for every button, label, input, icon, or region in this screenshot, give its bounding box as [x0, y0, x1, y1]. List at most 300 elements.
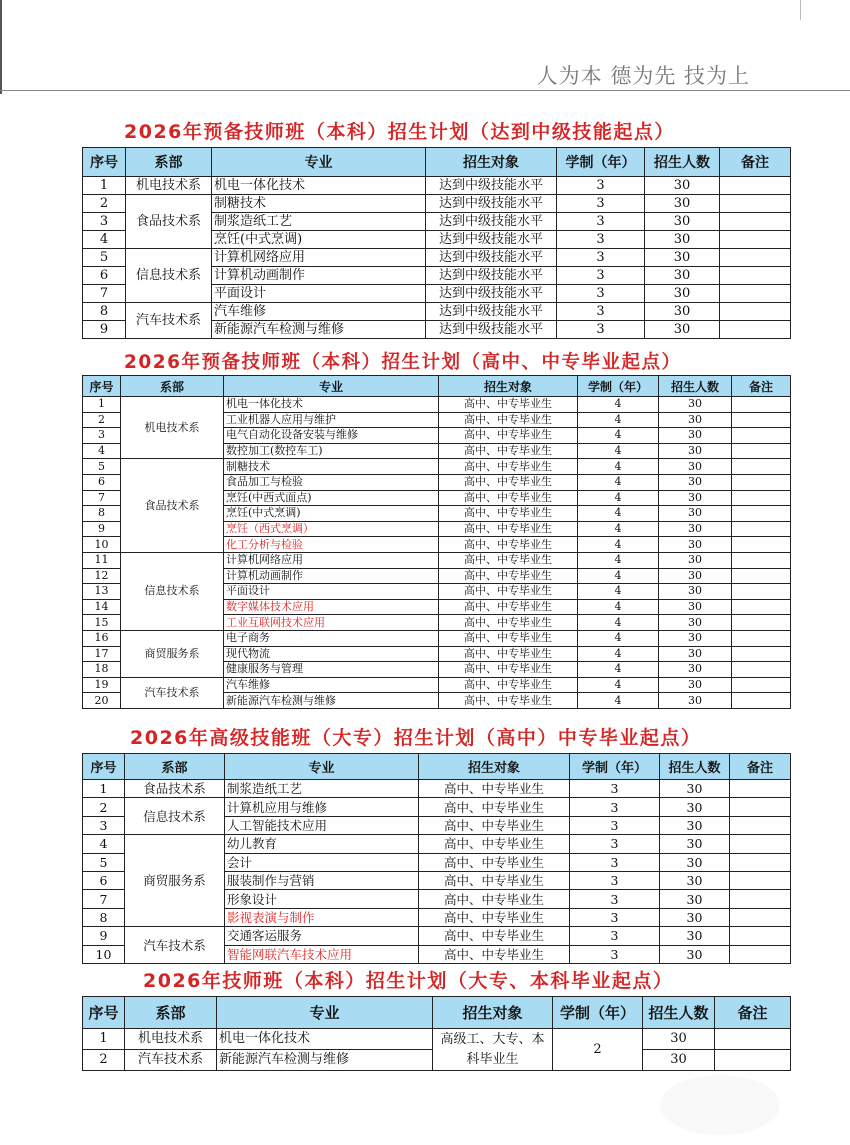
row-note [732, 568, 791, 584]
row-no: 17 [83, 646, 121, 662]
row-major: 烹饪(中式烹调) [212, 231, 426, 249]
enrollment-table-2 [82, 375, 791, 709]
row-target: 高中、中专毕业生 [439, 615, 578, 631]
row-count: 30 [660, 853, 730, 871]
row-major: 新能源汽车检测与维修 [217, 1050, 433, 1071]
row-major: 平面设计 [212, 285, 426, 303]
row-major: 制糖技术 [224, 459, 439, 475]
row-years: 4 [578, 552, 659, 568]
row-no: 1 [83, 397, 121, 413]
row-major: 计算机动画制作 [212, 267, 426, 285]
row-target: 高级工、大专、本科毕业生 [433, 1029, 553, 1071]
row-target: 高中、中专毕业生 [419, 853, 570, 871]
row-no: 3 [83, 816, 125, 834]
row-count: 30 [645, 195, 720, 213]
row-no: 8 [83, 908, 125, 926]
row-target: 达到中级技能水平 [426, 213, 557, 231]
row-no: 13 [83, 584, 121, 600]
col-header-no: 序号 [83, 997, 125, 1029]
row-count: 30 [660, 945, 730, 963]
row-dept: 商贸服务系 [125, 835, 225, 927]
row-years: 3 [557, 213, 645, 231]
row-years: 3 [570, 871, 660, 889]
row-count: 30 [645, 303, 720, 321]
row-no: 14 [83, 599, 121, 615]
row-major: 智能网联汽车技术应用 [225, 945, 419, 963]
row-note [730, 798, 791, 816]
row-count: 30 [659, 693, 732, 709]
header-rule-right [800, 0, 801, 20]
row-major: 化工分析与检验 [224, 537, 439, 553]
row-note [720, 231, 791, 249]
row-no: 18 [83, 662, 121, 678]
row-note [732, 646, 791, 662]
row-note [720, 267, 791, 285]
row-target: 高中、中专毕业生 [439, 443, 578, 459]
row-count: 30 [660, 816, 730, 834]
row-years: 4 [578, 490, 659, 506]
row-count: 30 [659, 412, 732, 428]
row-major: 制糖技术 [212, 195, 426, 213]
row-major: 机电一体化技术 [224, 397, 439, 413]
row-no: 2 [83, 412, 121, 428]
row-target: 达到中级技能水平 [426, 249, 557, 267]
section-title-2: 2026年预备技师班（本科）招生计划（高中、中专毕业起点） [124, 352, 682, 373]
table-row [83, 459, 791, 475]
row-count: 30 [659, 490, 732, 506]
row-target: 高中、中专毕业生 [439, 630, 578, 646]
row-count: 30 [659, 428, 732, 444]
row-note [732, 459, 791, 475]
row-dept: 商贸服务系 [121, 630, 224, 677]
row-count: 30 [660, 890, 730, 908]
row-years: 3 [557, 321, 645, 339]
row-note [732, 677, 791, 693]
table-header-row [83, 754, 791, 780]
row-major: 计算机网络应用 [212, 249, 426, 267]
row-major: 平面设计 [224, 584, 439, 600]
row-dept: 食品技术系 [125, 780, 225, 798]
row-no: 4 [83, 231, 126, 249]
row-note [732, 615, 791, 631]
row-major: 形象设计 [225, 890, 419, 908]
col-header-years: 学制（年） [570, 754, 660, 780]
row-major: 健康服务与管理 [224, 662, 439, 678]
row-years: 4 [578, 568, 659, 584]
row-note [732, 474, 791, 490]
row-target: 高中、中专毕业生 [439, 662, 578, 678]
row-no: 5 [83, 459, 121, 475]
row-note [732, 490, 791, 506]
row-years: 4 [578, 662, 659, 678]
watermark-seal [660, 1075, 780, 1135]
row-dept: 汽车技术系 [121, 677, 224, 708]
row-major: 烹饪（西式烹调） [224, 521, 439, 537]
row-count: 30 [659, 443, 732, 459]
col-header-years: 学制（年） [557, 148, 645, 177]
table-row [83, 798, 791, 816]
row-no: 10 [83, 537, 121, 553]
row-no: 11 [83, 552, 121, 568]
row-target: 高中、中专毕业生 [419, 816, 570, 834]
table-row [83, 780, 791, 798]
row-years: 3 [570, 908, 660, 926]
row-note [715, 1050, 791, 1071]
row-no: 2 [83, 1050, 125, 1071]
row-no: 9 [83, 521, 121, 537]
row-note [730, 835, 791, 853]
row-major: 数控加工(数控车工) [224, 443, 439, 459]
row-years: 3 [557, 285, 645, 303]
row-no: 16 [83, 630, 121, 646]
col-header-note: 备注 [730, 754, 791, 780]
row-target: 高中、中专毕业生 [419, 835, 570, 853]
col-header-count: 招生人数 [659, 376, 732, 397]
row-major: 人工智能技术应用 [225, 816, 419, 834]
col-header-years: 学制（年） [553, 997, 643, 1029]
header-rule-left [0, 0, 2, 94]
row-target: 高中、中专毕业生 [439, 397, 578, 413]
row-no: 7 [83, 490, 121, 506]
row-dept: 信息技术系 [121, 552, 224, 630]
row-count: 30 [645, 249, 720, 267]
row-note [730, 816, 791, 834]
row-count: 30 [645, 177, 720, 195]
row-no: 3 [83, 213, 126, 231]
row-note [732, 428, 791, 444]
row-no: 9 [83, 927, 125, 945]
row-count: 30 [659, 521, 732, 537]
col-header-target: 招生对象 [439, 376, 578, 397]
row-count: 30 [660, 798, 730, 816]
table-row [83, 927, 791, 945]
row-major: 计算机应用与维修 [225, 798, 419, 816]
row-years: 4 [578, 506, 659, 522]
row-count: 30 [643, 1029, 715, 1050]
col-header-dept: 系部 [126, 148, 212, 177]
row-note [732, 584, 791, 600]
row-no: 8 [83, 303, 126, 321]
row-years: 3 [570, 945, 660, 963]
row-target: 高中、中专毕业生 [439, 693, 578, 709]
row-note [730, 853, 791, 871]
table-row [83, 677, 791, 693]
row-dept: 机电技术系 [121, 397, 224, 459]
row-years: 4 [578, 443, 659, 459]
row-no: 4 [83, 443, 121, 459]
row-target: 高中、中专毕业生 [439, 552, 578, 568]
row-target: 高中、中专毕业生 [439, 490, 578, 506]
row-note [730, 890, 791, 908]
row-count: 30 [659, 662, 732, 678]
enrollment-table-1 [82, 147, 791, 339]
row-years: 4 [578, 537, 659, 553]
row-dept: 食品技术系 [121, 459, 224, 553]
row-years: 3 [570, 798, 660, 816]
row-major: 烹饪(中式烹调) [224, 506, 439, 522]
col-header-no: 序号 [83, 376, 121, 397]
row-no: 6 [83, 474, 121, 490]
row-count: 30 [645, 213, 720, 231]
row-note [730, 908, 791, 926]
row-no: 10 [83, 945, 125, 963]
row-years: 4 [578, 584, 659, 600]
row-years: 3 [557, 195, 645, 213]
row-note [730, 927, 791, 945]
row-dept: 机电技术系 [125, 1029, 217, 1050]
row-no: 1 [83, 177, 126, 195]
row-years: 4 [578, 474, 659, 490]
row-note [732, 662, 791, 678]
row-no: 6 [83, 267, 126, 285]
row-note [732, 537, 791, 553]
row-no: 20 [83, 693, 121, 709]
row-note [730, 871, 791, 889]
row-count: 30 [659, 397, 732, 413]
row-major: 会计 [225, 853, 419, 871]
row-target: 高中、中专毕业生 [439, 599, 578, 615]
row-major: 制浆造纸工艺 [212, 213, 426, 231]
school-slogan: 人为本 德为先 技为上 [536, 64, 750, 88]
row-note [730, 780, 791, 798]
row-target: 高中、中专毕业生 [439, 677, 578, 693]
row-no: 19 [83, 677, 121, 693]
row-count: 30 [659, 677, 732, 693]
row-years: 3 [570, 890, 660, 908]
row-target: 高中、中专毕业生 [439, 568, 578, 584]
row-years: 3 [570, 927, 660, 945]
row-count: 30 [659, 615, 732, 631]
row-major: 机电一体化技术 [217, 1029, 433, 1050]
row-major: 计算机动画制作 [224, 568, 439, 584]
row-target: 高中、中专毕业生 [419, 945, 570, 963]
row-note [730, 945, 791, 963]
row-count: 30 [659, 584, 732, 600]
row-count: 30 [645, 285, 720, 303]
row-no: 2 [83, 798, 125, 816]
row-years: 4 [578, 693, 659, 709]
row-no: 3 [83, 428, 121, 444]
row-years: 4 [578, 615, 659, 631]
row-count: 30 [659, 646, 732, 662]
row-major: 新能源汽车检测与维修 [212, 321, 426, 339]
col-header-years: 学制（年） [578, 376, 659, 397]
row-note [732, 599, 791, 615]
row-target: 高中、中专毕业生 [419, 798, 570, 816]
col-header-major: 专业 [224, 376, 439, 397]
col-header-major: 专业 [212, 148, 426, 177]
table-header-row [83, 997, 791, 1029]
table-row [83, 835, 791, 853]
row-note [720, 321, 791, 339]
row-years: 3 [557, 231, 645, 249]
row-no: 5 [83, 853, 125, 871]
row-years: 4 [578, 599, 659, 615]
row-no: 6 [83, 871, 125, 889]
header-rule-bottom [0, 90, 850, 91]
row-major: 计算机网络应用 [224, 552, 439, 568]
row-major: 数字媒体技术应用 [224, 599, 439, 615]
row-years: 3 [570, 816, 660, 834]
row-target: 高中、中专毕业生 [439, 506, 578, 522]
row-years: 4 [578, 677, 659, 693]
row-count: 30 [659, 537, 732, 553]
row-major: 工业互联网技术应用 [224, 615, 439, 631]
row-target: 达到中级技能水平 [426, 177, 557, 195]
table-row [83, 397, 791, 413]
row-dept: 信息技术系 [125, 798, 225, 835]
row-years: 3 [570, 853, 660, 871]
row-major: 电气自动化设备安装与维修 [224, 428, 439, 444]
row-years: 3 [557, 267, 645, 285]
row-target: 达到中级技能水平 [426, 231, 557, 249]
row-no: 4 [83, 835, 125, 853]
row-count: 30 [645, 321, 720, 339]
row-dept: 汽车技术系 [125, 927, 225, 964]
row-note [732, 693, 791, 709]
row-count: 30 [659, 630, 732, 646]
table-header-row [83, 148, 791, 177]
col-header-no: 序号 [83, 754, 125, 780]
section-title-3: 2026年高级技能班（大专）招生计划（高中）中专毕业起点） [130, 727, 702, 749]
row-note [732, 630, 791, 646]
row-note [720, 303, 791, 321]
row-target: 高中、中专毕业生 [419, 890, 570, 908]
row-years: 3 [570, 835, 660, 853]
row-no: 12 [83, 568, 121, 584]
row-years: 3 [570, 780, 660, 798]
row-years: 3 [557, 303, 645, 321]
row-major: 影视表演与制作 [225, 908, 419, 926]
row-dept: 汽车技术系 [125, 1050, 217, 1071]
row-years: 4 [578, 428, 659, 444]
row-count: 30 [659, 474, 732, 490]
row-major: 制浆造纸工艺 [225, 780, 419, 798]
row-major: 新能源汽车检测与维修 [224, 693, 439, 709]
row-count: 30 [660, 780, 730, 798]
row-no: 8 [83, 506, 121, 522]
row-dept: 机电技术系 [126, 177, 212, 195]
col-header-count: 招生人数 [660, 754, 730, 780]
col-header-note: 备注 [720, 148, 791, 177]
enrollment-table-3 [82, 753, 791, 964]
col-header-dept: 系部 [125, 997, 217, 1029]
row-no: 15 [83, 615, 121, 631]
row-major: 电子商务 [224, 630, 439, 646]
row-target: 高中、中专毕业生 [439, 584, 578, 600]
row-note [732, 552, 791, 568]
table-row [83, 630, 791, 646]
row-no: 5 [83, 249, 126, 267]
row-count: 30 [659, 506, 732, 522]
table-row [83, 249, 791, 267]
row-note [732, 443, 791, 459]
row-note [720, 195, 791, 213]
row-major: 机电一体化技术 [212, 177, 426, 195]
row-years: 3 [557, 177, 645, 195]
row-major: 食品加工与检验 [224, 474, 439, 490]
row-major: 交通客运服务 [225, 927, 419, 945]
row-count: 30 [659, 459, 732, 475]
row-years: 4 [578, 412, 659, 428]
table-row [83, 303, 791, 321]
col-header-count: 招生人数 [645, 148, 720, 177]
row-dept: 信息技术系 [126, 249, 212, 303]
row-years: 4 [578, 459, 659, 475]
row-count: 30 [645, 267, 720, 285]
row-major: 幼儿教育 [225, 835, 419, 853]
row-years: 4 [578, 646, 659, 662]
row-no: 9 [83, 321, 126, 339]
row-no: 7 [83, 285, 126, 303]
col-header-major: 专业 [225, 754, 419, 780]
row-count: 30 [659, 552, 732, 568]
section-title-1: 2026年预备技师班（本科）招生计划（达到中级技能起点） [124, 121, 675, 143]
row-note [732, 397, 791, 413]
row-no: 1 [83, 1029, 125, 1050]
row-years: 4 [578, 630, 659, 646]
row-target: 达到中级技能水平 [426, 195, 557, 213]
row-note [720, 213, 791, 231]
row-major: 工业机器人应用与维护 [224, 412, 439, 428]
row-note [720, 249, 791, 267]
row-target: 达到中级技能水平 [426, 285, 557, 303]
row-note [732, 412, 791, 428]
row-target: 达到中级技能水平 [426, 267, 557, 285]
row-count: 30 [659, 568, 732, 584]
row-note [732, 506, 791, 522]
row-target: 高中、中专毕业生 [439, 459, 578, 475]
col-header-dept: 系部 [125, 754, 225, 780]
row-years: 4 [578, 397, 659, 413]
col-header-no: 序号 [83, 148, 126, 177]
row-target: 高中、中专毕业生 [419, 927, 570, 945]
table-row [83, 1029, 791, 1050]
row-no: 1 [83, 780, 125, 798]
row-note [720, 177, 791, 195]
row-note [732, 521, 791, 537]
row-no: 7 [83, 890, 125, 908]
row-count: 30 [660, 927, 730, 945]
row-count: 30 [659, 599, 732, 615]
row-target: 高中、中专毕业生 [439, 537, 578, 553]
row-target: 高中、中专毕业生 [419, 871, 570, 889]
col-header-note: 备注 [732, 376, 791, 397]
row-target: 高中、中专毕业生 [439, 474, 578, 490]
col-header-count: 招生人数 [643, 997, 715, 1029]
table-row [83, 195, 791, 213]
table-header-row [83, 376, 791, 397]
section-title-4: 2026年技师班（本科）招生计划（大专、本科毕业起点） [143, 970, 674, 992]
row-note [720, 285, 791, 303]
row-major: 烹饪(中西式面点) [224, 490, 439, 506]
row-major: 服装制作与营销 [225, 871, 419, 889]
row-target: 达到中级技能水平 [426, 303, 557, 321]
col-header-major: 专业 [217, 997, 433, 1029]
row-note [715, 1029, 791, 1050]
table-row [83, 177, 791, 195]
col-header-note: 备注 [715, 997, 791, 1029]
row-no: 2 [83, 195, 126, 213]
row-count: 30 [660, 835, 730, 853]
row-major: 现代物流 [224, 646, 439, 662]
row-major: 汽车维修 [212, 303, 426, 321]
col-header-target: 招生对象 [419, 754, 570, 780]
row-count: 30 [660, 871, 730, 889]
row-count: 30 [643, 1050, 715, 1071]
row-count: 30 [645, 231, 720, 249]
row-dept: 汽车技术系 [126, 303, 212, 339]
